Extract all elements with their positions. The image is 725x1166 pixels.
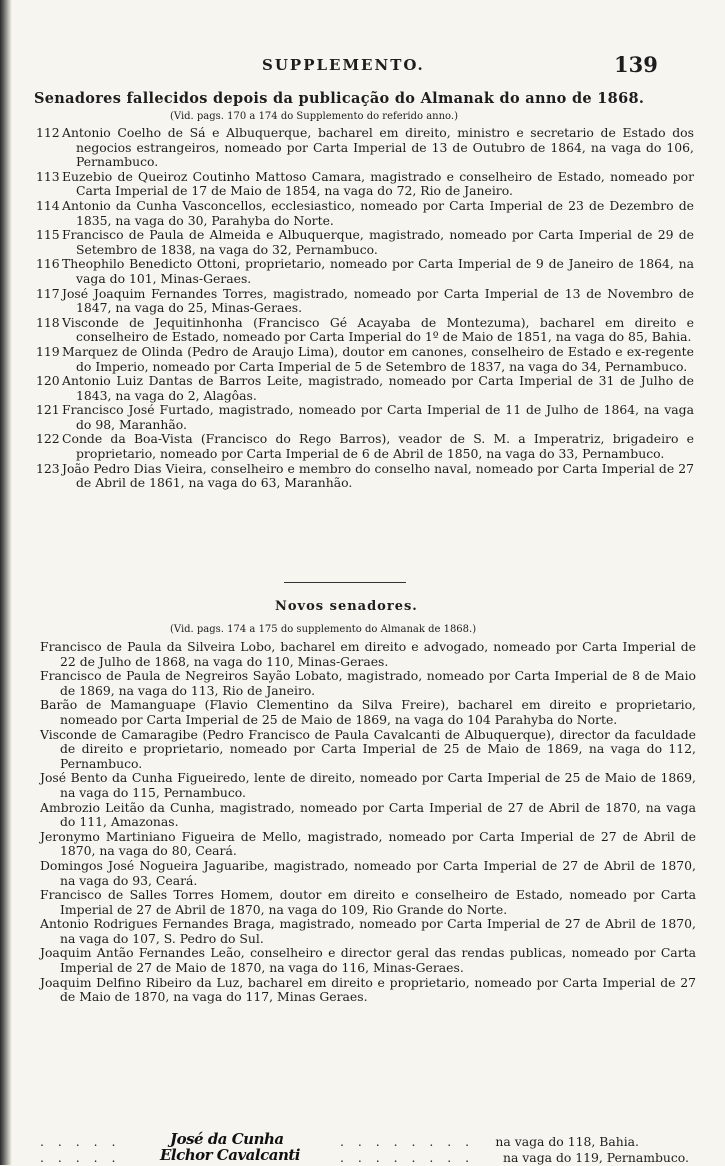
running-title: SUPPLEMENTO. xyxy=(262,56,425,74)
new-senators-list xyxy=(40,640,696,1005)
list-item: Antonio Rodrigues Fernandes Braga, magistrado, nomeado por Carta Imperial de 27 de Abril de 1870, na vaga do 107, S. Pedro do Sul. xyxy=(40,916,696,946)
entry-text: Antonio Coelho de Sá e Albuquerque, bacharel em direito, ministro e secretario de Estado dos negocios estrangeiros, nomeado por Carta Imperial de 13 de Outubro de 1864, na vaga do 106, Pernambuco. xyxy=(62,125,694,170)
entry-text: Theophilo Benedicto Ottoni, proprietario, nomeado por Carta Imperial de 9 de Janeiro de 1864, na vaga do 101, Minas-Geraes. xyxy=(62,256,694,286)
page-header xyxy=(0,52,725,86)
entry-text: Marquez de Olinda (Pedro de Araujo Lima), doutor em canones, conselheiro de Estado e ex-regente do Imperio, nomeado por Carta Imperial de 5 de Setembro de 1837, na vaga do 34, Pernambuco. xyxy=(62,343,694,374)
entry-number: 122 xyxy=(36,431,60,447)
page-number: 139 xyxy=(614,52,658,77)
vacancy-text: na vaga do 119, Pernambuco. xyxy=(503,1150,689,1165)
list-item xyxy=(34,228,694,257)
list-item: Domingos José Nogueira Jaguaribe, magistrado, nomeado por Carta Imperial de 27 de Abril de 1870, na vaga do 93, Ceará. xyxy=(40,857,696,888)
entry-number: 116 xyxy=(36,256,60,272)
entry-text: Antonio Luiz Dantas de Barros Leite, magistrado, nomeado por Carta Imperial de 31 de Julho de 1843, na vaga do 2, Alagôas. xyxy=(62,373,694,403)
leader-dots: . . . . . . . . xyxy=(340,1150,475,1165)
list-item: Barão de Mamanguape (Flavio Clementino da Silva Freire), bacharel em direito e proprietario, nomeado por Carta Imperial de 25 de Maio de 1869, na vaga do 104 Parahyba do Norte. xyxy=(40,697,696,727)
leader-dots: . . . . . xyxy=(40,1134,121,1149)
entry-number: 119 xyxy=(36,343,60,359)
list-item: Joaquim Delfino Ribeiro da Luz, bacharel em direito e proprietario, nomeado por Carta Imperial de 27 de Maio de 1870, na vaga do 117, Minas Geraes. xyxy=(40,974,696,1005)
deceased-senators-list xyxy=(34,126,694,491)
entry-number: 115 xyxy=(36,227,60,243)
list-item xyxy=(34,170,694,199)
list-item xyxy=(34,403,694,432)
leader-dots: . . . . . xyxy=(40,1150,121,1165)
entry-text: Francisco José Furtado, magistrado, nomeado por Carta Imperial de 11 de Julho de 1864, na vaga do 98, Maranhão. xyxy=(62,402,694,432)
list-item: Francisco de Paula de Negreiros Sayão Lobato, magistrado, nomeado por Carta Imperial de 8 de Maio de 1869, na vaga do 113, Rio de Janeiro. xyxy=(40,668,696,698)
list-item xyxy=(34,345,694,374)
entry-number: 113 xyxy=(36,168,60,184)
entry-text: Francisco de Paula de Almeida e Albuquerque, magistrado, nomeado por Carta Imperial de 29 de Setembro de 1838, na vaga do 32, Pernambuco. xyxy=(62,227,694,257)
entry-number: 117 xyxy=(36,285,60,301)
entry-number: 118 xyxy=(36,314,60,330)
entry-text: Antonio da Cunha Vasconcellos, ecclesiastico, nomeado por Carta Imperial de 23 de Dezembro de 1835, na vaga do 30, Parahyba do Norte. xyxy=(62,197,694,228)
list-item xyxy=(34,199,694,228)
list-item: Francisco de Salles Torres Homem, doutor em direito e conselheiro de Estado, nomeado por Carta Imperial de 27 de Abril de 1870, na vaga do 109, Rio Grande do Norte. xyxy=(40,887,696,917)
section-deceased-subtitle: (Vid. pags. 170 a 174 do Supplemento do referido anno.) xyxy=(170,111,458,122)
section-new-title: Novos senadores. xyxy=(275,599,418,614)
handwritten-name: Elchor Cavalcanti xyxy=(160,1146,300,1164)
list-item xyxy=(34,126,694,170)
book-spine-edge xyxy=(0,0,12,1165)
entry-text: Euzebio de Queiroz Coutinho Mattoso Camara, magistrado e conselheiro de Estado, nomeado por Carta Imperial de 17 de Maio de 1854, na vaga do 72, Rio de Janeiro. xyxy=(62,168,694,199)
entry-text: José Joaquim Fernandes Torres, magistrado, nomeado por Carta Imperial de 13 de Novembro de 1847, na vaga do 25, Minas-Geraes. xyxy=(62,285,694,316)
leader-dots: . . . . . . . . xyxy=(340,1134,475,1149)
list-item xyxy=(34,462,694,491)
vacancy-line xyxy=(40,1130,695,1150)
list-item: Joaquim Antão Fernandes Leão, conselheiro e director geral das rendas publicas, nomeado por Carta Imperial de 27 de Maio de 1870, na vaga do 116, Minas-Geraes. xyxy=(40,945,696,976)
entry-text: Conde da Boa-Vista (Francisco do Rego Barros), veador de S. M. a Imperatriz, brigadeiro e proprietario, nomeado por Carta Imperial de 6 de Abril de 1850, na vaga do 33, Pernambuco. xyxy=(62,431,694,462)
entry-number: 123 xyxy=(36,460,60,476)
list-item xyxy=(34,432,694,461)
list-item: José Bento da Cunha Figueiredo, lente de direito, nomeado por Carta Imperial de 25 de Maio de 1869, na vaga do 115, Pernambuco. xyxy=(40,770,696,800)
list-item: Visconde de Camaragibe (Pedro Francisco de Paula Cavalcanti de Albuquerque), director da faculdade de direito e proprietario, nomeado por Carta Imperial de 25 de Maio de 1869, na vaga do 112, Pernambuco. xyxy=(40,726,696,771)
section-deceased-title: Senadores fallecidos depois da publicação do Almanak do anno de 1868. xyxy=(34,90,645,107)
list-item xyxy=(34,316,694,345)
entry-number: 114 xyxy=(36,197,60,213)
list-item xyxy=(34,374,694,403)
list-item: Jeronymo Martiniano Figueira de Mello, magistrado, nomeado por Carta Imperial de 27 de Abril de 1870, na vaga do 80, Ceará. xyxy=(40,828,696,859)
list-item: Francisco de Paula da Silveira Lobo, bacharel em direito e advogado, nomeado por Carta Imperial de 22 de Julho de 1868, na vaga do 110, Minas-Geraes. xyxy=(40,639,696,669)
handwritten-name: José da Cunha xyxy=(170,1130,284,1148)
list-item xyxy=(34,257,694,286)
list-item xyxy=(34,287,694,316)
entry-number: 121 xyxy=(36,402,60,418)
section-new-subtitle: (Vid. pags. 174 a 175 do supplemento do Almanak de 1868.) xyxy=(170,624,477,635)
list-item: Ambrozio Leitão da Cunha, magistrado, nomeado por Carta Imperial de 27 de Abril de 1870, na vaga do 111, Amazonas. xyxy=(40,799,696,830)
vacancy-text: na vaga do 118, Bahia. xyxy=(495,1134,639,1149)
entry-text: Visconde de Jequitinhonha (Francisco Gé Acayaba de Montezuma), bacharel em direito e conselheiro de Estado, nomeado por Carta Imperial do 1º de Maio de 1851, na vaga do 85, Bahia. xyxy=(62,314,694,345)
vacancy-line xyxy=(40,1146,695,1166)
entry-number: 120 xyxy=(36,373,60,389)
entry-number: 112 xyxy=(36,125,60,140)
entry-text: João Pedro Dias Vieira, conselheiro e membro do conselho naval, nomeado por Carta Imperial de 27 de Abril de 1861, na vaga do 63, Maranhão. xyxy=(62,460,694,491)
section-divider xyxy=(284,582,406,583)
